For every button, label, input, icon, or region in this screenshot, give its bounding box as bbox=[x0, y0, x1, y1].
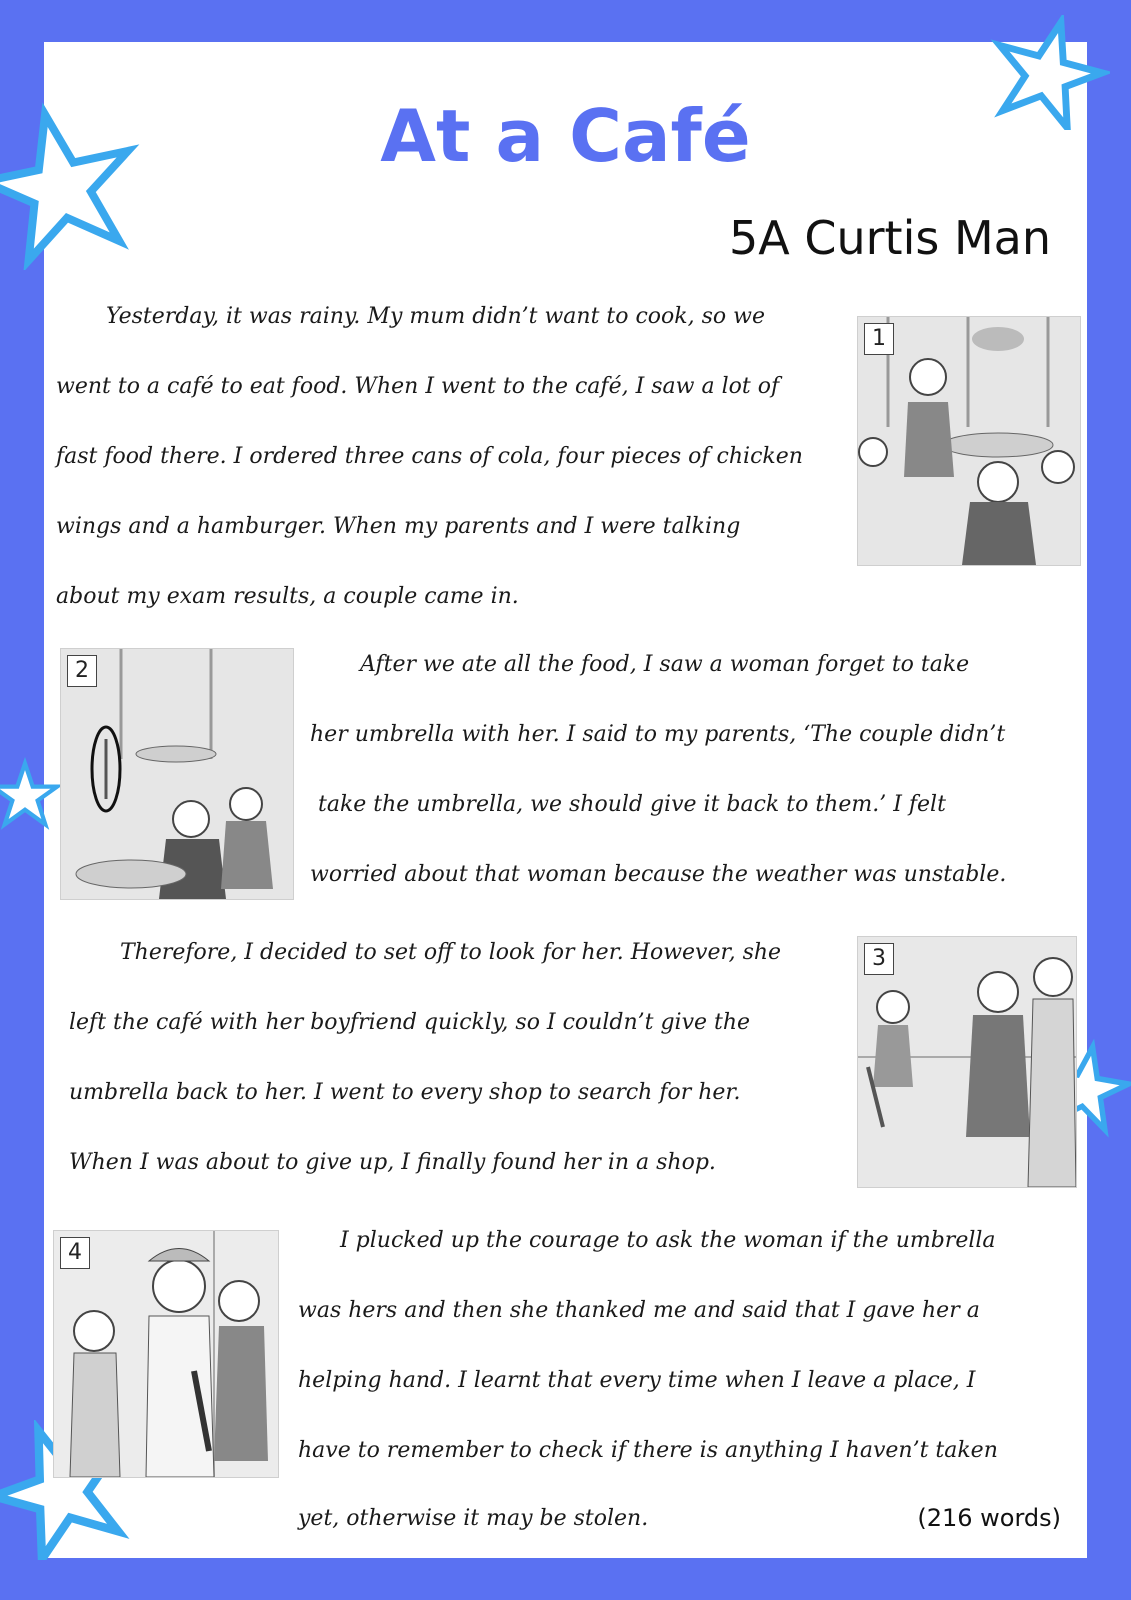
illustration-cafe-rainy-window bbox=[857, 316, 1081, 566]
paragraph-line: Yesterday, it was rainy. My mum didn’t want to cook, so we bbox=[106, 304, 765, 329]
paragraph-line: her umbrella with her. I said to my parents, ‘The couple didn’t bbox=[310, 722, 1006, 747]
picture-number: 4 bbox=[60, 1237, 90, 1269]
paragraph-line: Therefore, I decided to set off to look for her. However, she bbox=[120, 940, 782, 965]
paragraph-line: left the café with her boyfriend quickly, so I couldn’t give the bbox=[69, 1010, 751, 1035]
paragraph-line: have to remember to check if there is anything I haven’t taken bbox=[298, 1438, 998, 1463]
paragraph-line: about my exam results, a couple came in. bbox=[56, 584, 519, 609]
picture-number: 2 bbox=[67, 655, 97, 687]
illustration-forgotten-umbrella bbox=[60, 648, 294, 900]
illustration-boy-chasing-couple bbox=[857, 936, 1077, 1188]
paragraph-line: helping hand. I learnt that every time when I leave a place, I bbox=[298, 1368, 976, 1393]
paragraph-line: When I was about to give up, I finally found her in a shop. bbox=[69, 1150, 716, 1175]
page-title: At a Café bbox=[380, 94, 751, 178]
illustration-boy-returning-umbrella bbox=[53, 1230, 279, 1478]
paragraph-line: was hers and then she thanked me and said that I gave her a bbox=[298, 1298, 980, 1323]
star-icon bbox=[0, 740, 60, 850]
paragraph-line: yet, otherwise it may be stolen. bbox=[298, 1506, 649, 1531]
paragraph-line: worried about that woman because the weather was unstable. bbox=[310, 862, 1007, 887]
paragraph-line: fast food there. I ordered three cans of cola, four pieces of chicken bbox=[56, 444, 803, 469]
picture-number: 1 bbox=[864, 323, 894, 355]
paragraph-line: After we ate all the food, I saw a woman forget to take bbox=[360, 652, 970, 677]
paragraph-line: take the umbrella, we should give it back to them.’ I felt bbox=[318, 792, 946, 817]
paragraph-line: I plucked up the courage to ask the woman if the umbrella bbox=[340, 1228, 996, 1253]
paragraph-line: umbrella back to her. I went to every shop to search for her. bbox=[69, 1080, 741, 1105]
paragraph-line: went to a café to eat food. When I went to the café, I saw a lot of bbox=[56, 374, 780, 399]
author-name: 5A Curtis Man bbox=[729, 211, 1051, 265]
picture-number: 3 bbox=[864, 943, 894, 975]
word-count: (216 words) bbox=[917, 1504, 1061, 1532]
paragraph-line: wings and a hamburger. When my parents and I were talking bbox=[56, 514, 741, 539]
